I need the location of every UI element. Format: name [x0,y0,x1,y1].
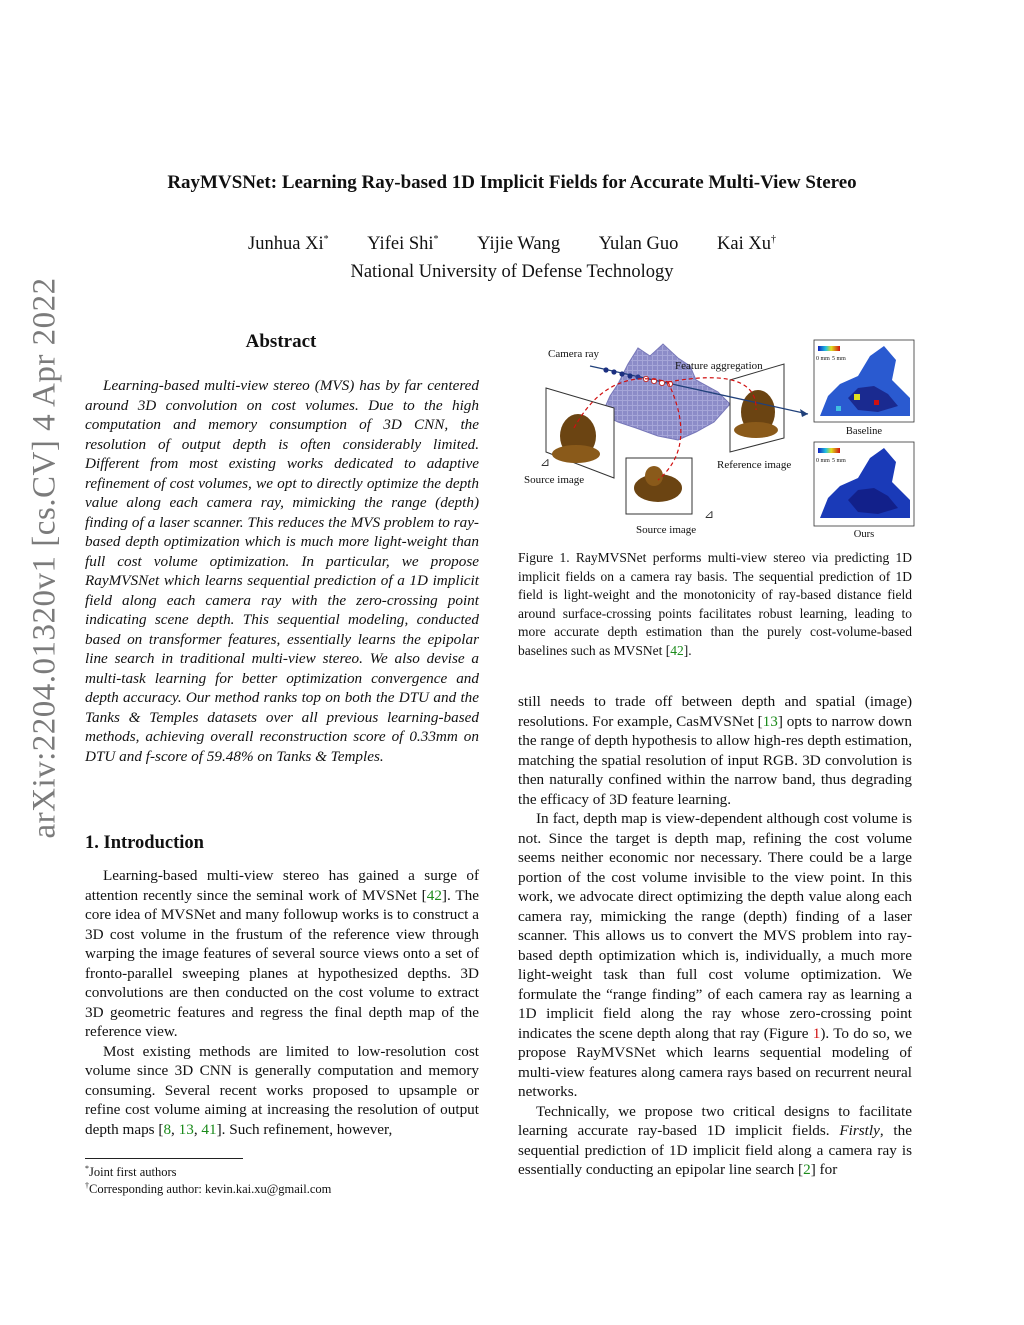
citation-link[interactable]: 8 [163,1120,172,1138]
citation-link[interactable]: 2 [803,1161,811,1178]
paragraph: Technically, we propose two critical designs to facilitate learning accurate ray-based 1D implicit fields. Firstly, the sequential prediction of 1D implicit field along a camera ray is essentially conducting an epipolar line search [2] for [518,1102,912,1178]
citation-link[interactable]: 13 [762,712,778,730]
svg-text:5 mm: 5 mm [832,458,846,464]
paragraph: still needs to trade off between depth and spatial (image) resolutions. For example, CasMVSNet [13] opts to narrow down the range of depth hypothesis to allow high-res depth estimation, matching the spatial resolution of input RGB. 3D convolution is then naturally confined within the narrow band, thus degrading the efficacy of 3D feature learning. [518,693,912,808]
color-scale-bar [818,448,840,453]
arxiv-identifier: arXiv:2204.01320v1 [cs.CV] 4 Apr 2022 [26,277,63,839]
abstract-body: Learning-based multi-view stereo (MVS) has by far centered around 3D convolution on cost volumes. Due to the high computation and memory consumption of 3D CNN, the resolution of output depth is often considerably limited. Different from most existing works dedicated to adaptive refinement of cost volumes, we opt to directly optimize the depth value along each camera ray, mimicking the range (depth) finding of a laser scanner. This reduces the MVS problem to ray-based depth optimization which is much more light-weight than full cost volume optimization. In particular, we propose RayMVSNet which learns sequential prediction of a 1D implicit field along each camera ray with the zero-crossing point indicating scene depth. This sequential modeling, conducted based on transformer features, essentially learns the epipolar line search in traditional multi-view stereo. We also devise a multi-task learning for better optimization convergence and depth accuracy. Our method ranks top on both the DTU and the Tanks & Temples datasets over all previous learning-based methods, achieving overall reconstruction score of 0.33mm on DTU and f-score of 59.48% on Tanks & Temples. [85,377,479,765]
author: Yifei Shi* [367,234,439,255]
svg-text:0 mm: 0 mm [816,458,830,464]
arrow-icon [800,409,808,417]
svg-text:0 mm: 0 mm [816,356,830,362]
figure-1-illustration [518,336,918,544]
right-column-body [518,692,912,1180]
figure-reference-link[interactable]: 1 [812,1024,821,1042]
camera-icon: ⊿ [704,507,715,521]
label-baseline: Baseline [845,426,883,437]
camera-icon: ⊿ [540,455,551,469]
author: Yulan Guo [598,234,679,255]
label-camera-ray: Camera ray [548,348,599,360]
section-heading-introduction: 1. Introduction [85,833,204,853]
author: Yijie Wang [477,234,561,255]
figure-1-caption: Figure 1. RayMVSNet performs multi-view stereo via predicting 1D implicit fields on a camera ray basis. The sequential prediction of 1D field is light-weight and the monotonicity of ray-based distance field around surface-crossing points facilitates robust learning, leading to more accurate depth estimation than the purely cost-volume-based baselines such as MVSNet [42]. [518,550,912,658]
paragraph: Most existing methods are limited to low-resolution cost volume since 3D CNN is generally computation and memory consuming. Several recent works proposed to upsample or refine cost volume aiming at increasing the resolution of output depth maps [8, 13, 41]. Such refinement, however, [85,1042,479,1138]
svg-text:5 mm: 5 mm [832,356,846,362]
label-reference-image: Reference image [717,459,792,471]
citation-link[interactable]: 42 [426,886,442,904]
affiliation: National University of Defense Technology [350,262,674,282]
left-column-body [85,866,479,1139]
label-source-image: Source image [524,474,585,486]
label-feature-aggregation: Feature aggregation [675,360,763,372]
paper-title: RayMVSNet: Learning Ray-based 1D Implicit Fields for Accurate Multi-View Stereo [167,172,857,193]
color-scale-bar [818,346,840,351]
paragraph: In fact, depth map is view-dependent although cost volume is not. Since the target is depth map, refining the cost volume seems neither economic nor necessary. There could be a large portion of the cost volume invisible to the view point. In this work, we advocate direct optimizing the depth value along each camera ray, mimicking the range (depth) finding of a laser scanner. This allows us to convert the MVS problem into ray-based depth optimization which is, individually, a much more light-weight task than full cost volume optimization. We formulate the “range finding” of each camera ray as learning a 1D implicit field along the ray whose zero-crossing point indicates the scene depth along that ray (Figure 1). To do so, we propose RayMVSNet which learns sequential modeling of multi-view features along camera rays based on recurrent neural networks. [518,810,912,1100]
label-source-image: Source image [636,524,697,536]
citation-link[interactable]: 41 [201,1120,217,1138]
label-ours: Ours [853,529,875,540]
author: Junhua Xi* [248,234,329,255]
paragraph: Learning-based multi-view stereo has gained a surge of attention recently since the seminal work of MVSNet [42]. The core idea of MVSNet and many followup works is to construct a 3D cost volume in the frustum of the reference view through warping the image features of several source views onto a set of fronto-parallel sweeping planes at hypothesized depths. 3D convolutions are then conducted on the cost volume to extract 3D geometric features and regress the final depth map of the reference view. [85,867,479,1040]
abstract-heading: Abstract [245,331,317,352]
author: Kai Xu† [717,234,776,255]
citation-link[interactable]: 13 [178,1120,194,1138]
footnote: †Corresponding author: kevin.kai.xu@gmail.com [85,1181,332,1197]
footnote-divider [85,1158,243,1159]
author-list [0,234,1024,255]
footnote: *Joint first authors [85,1164,177,1180]
citation-link[interactable]: 42 [670,642,684,658]
